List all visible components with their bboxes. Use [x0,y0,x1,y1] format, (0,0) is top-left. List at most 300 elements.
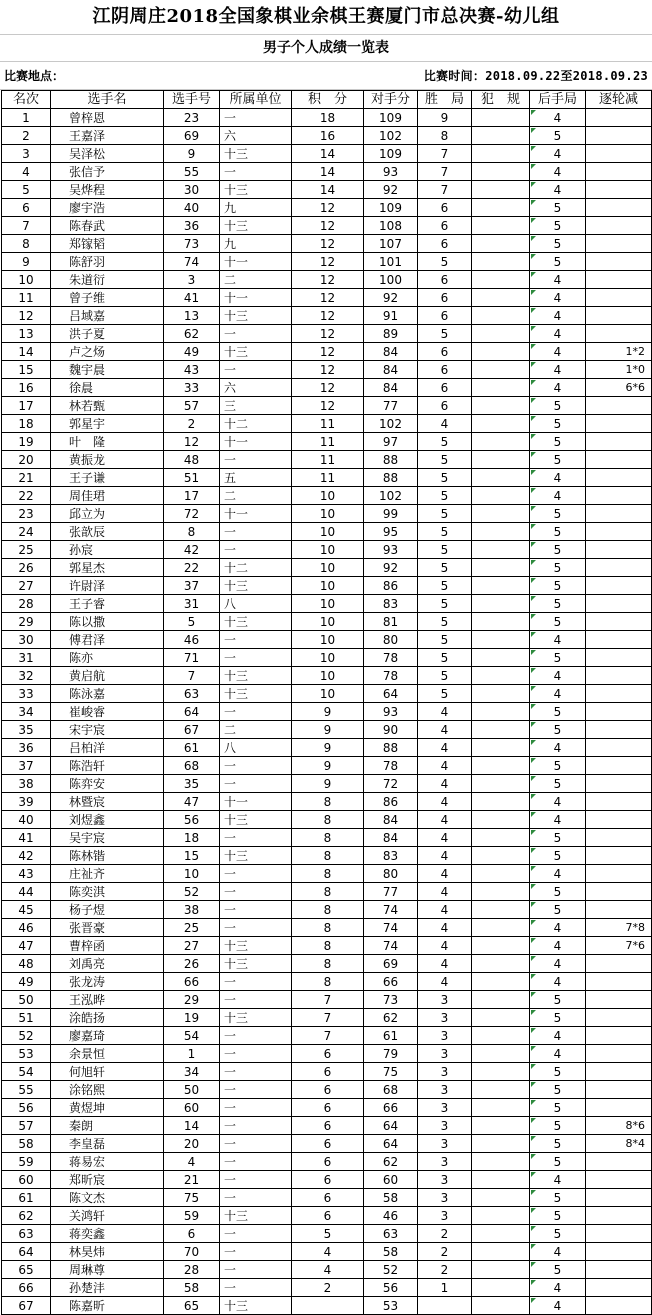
venue-label: 比赛地点： [4,69,65,83]
cell-player-no: 18 [164,829,220,847]
table-row [2,649,652,667]
cell-fouls [472,235,530,253]
cell-second-move-games: 5 [530,721,586,739]
cell-round-deduction [586,451,652,469]
table-row [2,595,652,613]
cell-points: 7 [292,1009,364,1027]
cell-points: 10 [292,523,364,541]
cell-wins: 5 [418,595,472,613]
cell-unit: 一 [220,325,292,343]
cell-round-deduction [586,955,652,973]
table-row [2,757,652,775]
cell-round-deduction [586,1009,652,1027]
cell-player-no: 27 [164,937,220,955]
cell-second-move-games: 5 [530,397,586,415]
cell-fouls [472,595,530,613]
cell-rank: 8 [2,235,51,253]
cell-player-no: 54 [164,1027,220,1045]
cell-opponent-score: 83 [364,595,418,613]
cell-second-move-games: 4 [530,1027,586,1045]
cell-opponent-score: 77 [364,397,418,415]
cell-second-move-games: 5 [530,901,586,919]
cell-unit: 一 [220,1153,292,1171]
cell-unit: 一 [220,1171,292,1189]
cell-rank: 49 [2,973,51,991]
table-row [2,667,652,685]
cell-fouls [472,1243,530,1261]
cell-rank: 25 [2,541,51,559]
cell-round-deduction [586,235,652,253]
cell-player-no: 43 [164,361,220,379]
cell-rank: 57 [2,1117,51,1135]
cell-second-move-games: 5 [530,1153,586,1171]
cell-rank: 15 [2,361,51,379]
cell-points: 6 [292,1207,364,1225]
cell-name: 王嘉泽 [51,127,164,145]
cell-points: 12 [292,199,364,217]
table-row [2,703,652,721]
cell-fouls [472,1081,530,1099]
cell-player-no: 36 [164,217,220,235]
cell-rank: 58 [2,1135,51,1153]
cell-second-move-games: 4 [530,1279,586,1297]
cell-opponent-score: 84 [364,829,418,847]
cell-player-no: 1 [164,1045,220,1063]
cell-opponent-score: 100 [364,271,418,289]
cell-opponent-score: 109 [364,109,418,127]
cell-fouls [472,865,530,883]
cell-round-deduction [586,1261,652,1279]
cell-player-no: 51 [164,469,220,487]
cell-fouls [472,577,530,595]
cell-rank: 54 [2,1063,51,1081]
cell-name: 陈浩轩 [51,757,164,775]
cell-wins: 3 [418,1153,472,1171]
cell-fouls [472,1027,530,1045]
cell-wins: 4 [418,793,472,811]
cell-points: 6 [292,1063,364,1081]
cell-player-no: 33 [164,379,220,397]
cell-rank: 55 [2,1081,51,1099]
cell-name: 曹梓函 [51,937,164,955]
cell-unit: 九 [220,235,292,253]
cell-rank: 23 [2,505,51,523]
cell-player-no: 40 [164,199,220,217]
table-row [2,541,652,559]
cell-points: 8 [292,937,364,955]
cell-fouls [472,739,530,757]
cell-opponent-score: 107 [364,235,418,253]
table-row [2,523,652,541]
cell-opponent-score: 63 [364,1225,418,1243]
table-row [2,145,652,163]
header-rank: 名次 [2,91,51,109]
table-row [2,1135,652,1153]
cell-points: 7 [292,1027,364,1045]
cell-opponent-score: 74 [364,901,418,919]
cell-wins: 6 [418,397,472,415]
cell-rank: 30 [2,631,51,649]
cell-opponent-score: 86 [364,577,418,595]
cell-player-no: 48 [164,451,220,469]
table-row [2,865,652,883]
cell-opponent-score: 64 [364,1135,418,1153]
cell-name: 郭星杰 [51,559,164,577]
cell-fouls [472,361,530,379]
cell-name: 吕域嘉 [51,307,164,325]
cell-wins: 5 [418,541,472,559]
cell-wins: 3 [418,1171,472,1189]
cell-wins: 3 [418,1081,472,1099]
cell-wins: 5 [418,631,472,649]
cell-rank: 26 [2,559,51,577]
header-round-deduction: 逐轮减 [586,91,652,109]
cell-player-no: 58 [164,1279,220,1297]
cell-name: 秦朗 [51,1117,164,1135]
cell-wins: 3 [418,1117,472,1135]
cell-second-move-games: 5 [530,847,586,865]
cell-fouls [472,1279,530,1297]
cell-wins: 5 [418,433,472,451]
cell-player-no: 46 [164,631,220,649]
cell-unit: 一 [220,1063,292,1081]
cell-rank: 51 [2,1009,51,1027]
cell-second-move-games: 5 [530,757,586,775]
table-row [2,991,652,1009]
cell-opponent-score: 69 [364,955,418,973]
table-row [2,487,652,505]
cell-name: 宋宇宸 [51,721,164,739]
cell-points: 10 [292,685,364,703]
cell-round-deduction [586,1243,652,1261]
cell-opponent-score: 92 [364,181,418,199]
cell-name: 陈奕淇 [51,883,164,901]
cell-opponent-score: 84 [364,361,418,379]
cell-fouls [472,775,530,793]
cell-round-deduction [586,1189,652,1207]
cell-points: 4 [292,1243,364,1261]
cell-second-move-games: 5 [530,415,586,433]
cell-second-move-games: 4 [530,631,586,649]
cell-name: 陈春武 [51,217,164,235]
cell-player-no: 73 [164,235,220,253]
cell-points: 12 [292,343,364,361]
cell-unit: 一 [220,649,292,667]
cell-wins: 4 [418,703,472,721]
cell-opponent-score: 80 [364,865,418,883]
cell-round-deduction [586,703,652,721]
cell-name: 傅君泽 [51,631,164,649]
cell-second-move-games: 4 [530,361,586,379]
cell-opponent-score: 84 [364,811,418,829]
cell-unit: 十三 [220,217,292,235]
cell-opponent-score: 89 [364,325,418,343]
cell-points: 5 [292,1225,364,1243]
cell-name: 许尉泽 [51,577,164,595]
cell-round-deduction [586,397,652,415]
cell-round-deduction [586,721,652,739]
cell-rank: 37 [2,757,51,775]
cell-unit: 十三 [220,955,292,973]
cell-fouls [472,559,530,577]
cell-opponent-score: 84 [364,379,418,397]
header-fouls: 犯 规 [472,91,530,109]
cell-rank: 39 [2,793,51,811]
cell-unit: 十三 [220,847,292,865]
cell-points: 10 [292,631,364,649]
cell-player-no: 63 [164,685,220,703]
cell-rank: 65 [2,1261,51,1279]
cell-rank: 53 [2,1045,51,1063]
cell-second-move-games: 4 [530,1297,586,1315]
cell-second-move-games: 5 [530,595,586,613]
cell-unit: 一 [220,703,292,721]
cell-player-no: 61 [164,739,220,757]
table-row [2,397,652,415]
cell-rank: 56 [2,1099,51,1117]
cell-opponent-score: 102 [364,487,418,505]
cell-rank: 67 [2,1297,51,1315]
cell-unit: 一 [220,523,292,541]
cell-second-move-games: 5 [530,649,586,667]
cell-name: 何旭轩 [51,1063,164,1081]
cell-second-move-games: 5 [530,1099,586,1117]
cell-opponent-score: 68 [364,1081,418,1099]
cell-points: 12 [292,379,364,397]
cell-name: 吴宇宸 [51,829,164,847]
cell-opponent-score: 66 [364,1099,418,1117]
cell-player-no: 17 [164,487,220,505]
cell-round-deduction [586,739,652,757]
cell-round-deduction [586,505,652,523]
cell-player-no: 69 [164,127,220,145]
cell-rank: 59 [2,1153,51,1171]
cell-rank: 46 [2,919,51,937]
cell-points: 12 [292,253,364,271]
cell-opponent-score: 72 [364,775,418,793]
cell-player-no: 62 [164,325,220,343]
cell-second-move-games: 5 [530,1117,586,1135]
cell-wins: 3 [418,1189,472,1207]
cell-fouls [472,685,530,703]
cell-second-move-games: 4 [530,181,586,199]
cell-fouls [472,271,530,289]
cell-name: 曾子维 [51,289,164,307]
cell-name: 朱道衍 [51,271,164,289]
cell-round-deduction [586,145,652,163]
cell-round-deduction: 1*2 [586,343,652,361]
cell-opponent-score: 109 [364,145,418,163]
table-row [2,505,652,523]
cell-round-deduction [586,523,652,541]
cell-name: 周琳尊 [51,1261,164,1279]
cell-name: 吴烨程 [51,181,164,199]
header-row [2,91,652,109]
cell-opponent-score: 62 [364,1009,418,1027]
cell-fouls [472,721,530,739]
cell-rank: 45 [2,901,51,919]
cell-player-no: 9 [164,145,220,163]
cell-unit: 十三 [220,1207,292,1225]
cell-round-deduction [586,901,652,919]
cell-fouls [472,829,530,847]
cell-fouls [472,1063,530,1081]
cell-wins: 2 [418,1225,472,1243]
cell-second-move-games: 5 [530,1063,586,1081]
cell-opponent-score: 93 [364,163,418,181]
cell-points: 14 [292,181,364,199]
table-row [2,739,652,757]
table-body [2,109,652,1315]
table-row [2,919,652,937]
cell-player-no: 28 [164,1261,220,1279]
cell-wins: 6 [418,361,472,379]
cell-name: 叶 隆 [51,433,164,451]
cell-second-move-games: 4 [530,109,586,127]
table-row [2,325,652,343]
cell-fouls [472,919,530,937]
cell-wins: 2 [418,1261,472,1279]
cell-fouls [472,523,530,541]
cell-wins: 2 [418,1243,472,1261]
cell-unit: 一 [220,883,292,901]
cell-rank: 41 [2,829,51,847]
cell-player-no: 60 [164,1099,220,1117]
cell-player-no: 41 [164,289,220,307]
cell-fouls [472,469,530,487]
cell-name: 崔峻睿 [51,703,164,721]
cell-rank: 32 [2,667,51,685]
table-row [2,181,652,199]
cell-name: 邱立为 [51,505,164,523]
cell-player-no: 70 [164,1243,220,1261]
cell-rank: 62 [2,1207,51,1225]
cell-points: 9 [292,775,364,793]
cell-fouls [472,793,530,811]
table-row [2,379,652,397]
cell-rank: 36 [2,739,51,757]
header-unit: 所属单位 [220,91,292,109]
cell-points: 12 [292,307,364,325]
cell-name: 吴泽松 [51,145,164,163]
cell-name: 王子谦 [51,469,164,487]
cell-name: 陈林锴 [51,847,164,865]
cell-rank: 19 [2,433,51,451]
cell-rank: 22 [2,487,51,505]
cell-opponent-score: 84 [364,343,418,361]
table-row [2,109,652,127]
cell-opponent-score: 80 [364,631,418,649]
table-row [2,451,652,469]
cell-unit: 十三 [220,577,292,595]
cell-player-no: 67 [164,721,220,739]
cell-round-deduction [586,775,652,793]
cell-second-move-games: 5 [530,505,586,523]
cell-player-no: 75 [164,1189,220,1207]
cell-round-deduction [586,793,652,811]
cell-second-move-games: 4 [530,343,586,361]
cell-wins: 4 [418,937,472,955]
cell-rank: 64 [2,1243,51,1261]
cell-points: 6 [292,1153,364,1171]
cell-unit: 十三 [220,685,292,703]
cell-unit: 一 [220,757,292,775]
cell-fouls [472,1009,530,1027]
time-value: 2018.09.22至2018.09.23 [485,69,648,83]
table-row [2,235,652,253]
cell-points: 10 [292,667,364,685]
cell-second-move-games: 4 [530,379,586,397]
cell-round-deduction [586,271,652,289]
cell-name: 郑昕宸 [51,1171,164,1189]
cell-name: 洪子夏 [51,325,164,343]
cell-player-no: 71 [164,649,220,667]
cell-wins: 5 [418,685,472,703]
cell-points: 8 [292,955,364,973]
cell-name: 曾梓恩 [51,109,164,127]
cell-player-no: 6 [164,1225,220,1243]
cell-player-no: 15 [164,847,220,865]
cell-second-move-games: 4 [530,1045,586,1063]
cell-points: 6 [292,1099,364,1117]
cell-unit: 六 [220,379,292,397]
cell-round-deduction [586,685,652,703]
cell-unit: 八 [220,595,292,613]
cell-points: 11 [292,433,364,451]
cell-points: 10 [292,505,364,523]
cell-player-no: 38 [164,901,220,919]
cell-round-deduction [586,829,652,847]
cell-second-move-games: 5 [530,991,586,1009]
cell-wins: 3 [418,1099,472,1117]
cell-round-deduction [586,613,652,631]
cell-points: 11 [292,451,364,469]
cell-round-deduction [586,667,652,685]
table-row [2,1171,652,1189]
cell-points: 2 [292,1279,364,1297]
cell-round-deduction [586,577,652,595]
cell-name: 林暨宸 [51,793,164,811]
cell-name: 张龙涛 [51,973,164,991]
cell-points: 11 [292,415,364,433]
cell-player-no: 74 [164,253,220,271]
cell-unit: 一 [220,1045,292,1063]
cell-round-deduction [586,559,652,577]
cell-opponent-score: 58 [364,1243,418,1261]
cell-round-deduction [586,1045,652,1063]
cell-wins: 9 [418,109,472,127]
cell-opponent-score: 108 [364,217,418,235]
cell-player-no: 19 [164,1009,220,1027]
cell-points: 8 [292,919,364,937]
cell-fouls [472,505,530,523]
cell-second-move-games: 5 [530,559,586,577]
cell-unit: 十一 [220,793,292,811]
cell-unit: 一 [220,361,292,379]
cell-fouls [472,325,530,343]
cell-name: 刘禹亮 [51,955,164,973]
cell-round-deduction [586,1153,652,1171]
cell-fouls [472,181,530,199]
cell-points: 8 [292,829,364,847]
cell-player-no: 8 [164,523,220,541]
cell-player-no: 26 [164,955,220,973]
cell-name: 陈以撒 [51,613,164,631]
table-row [2,469,652,487]
cell-fouls [472,1153,530,1171]
cell-name: 卢之炀 [51,343,164,361]
cell-fouls [472,397,530,415]
